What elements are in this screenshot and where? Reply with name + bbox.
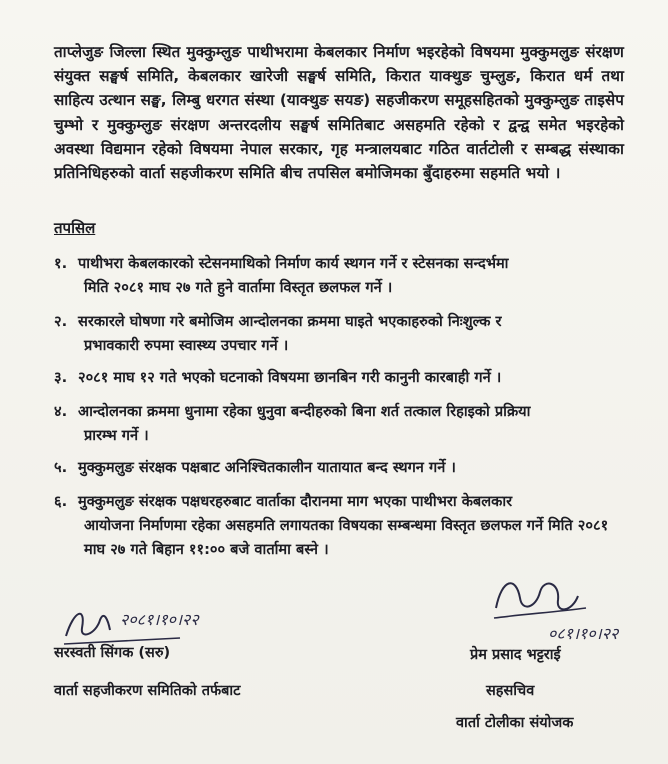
item-number: ३. bbox=[54, 369, 68, 386]
item-text: पाथीभरा केबलकारको स्टेसनमाथिको निर्माण कार्य स्थगन गर्ने र स्टेसनका सन्दर्भमा bbox=[78, 255, 509, 272]
right-handwritten-date: ०८१।१०।२२ bbox=[548, 624, 619, 643]
item-number: २. bbox=[54, 313, 68, 330]
item-number: ५. bbox=[54, 459, 68, 476]
right-signatory-title: सहसचिव bbox=[486, 683, 535, 699]
section-heading: तपसिल bbox=[54, 219, 96, 237]
item-text: मुक्कुमलुङ संरक्षक पक्षबाट अनिश्चितकालीन यातायात बन्द स्थगन गर्ने । bbox=[78, 459, 456, 476]
item-text-continued: प्रारम्भ गर्ने । bbox=[84, 427, 149, 444]
item-text: मुक्कुमलुङ संरक्षक पक्षधरहरुबाट वार्ताका दौरानमा माग भएका पाथीभरा केबलकार bbox=[78, 493, 513, 510]
item-text-continued: प्रभावकारी रुपमा स्वास्थ्य उपचार गर्ने । bbox=[84, 337, 289, 354]
item-text: सरकारले घोषणा गरे बमोजिम आन्दोलनका क्रममा घाइते भएकाहरुको निःशुल्क र bbox=[78, 313, 502, 330]
left-signatory-role: वार्ता सहजीकरण समितिको तर्फबाट bbox=[54, 683, 241, 699]
item-text-continued: मिति २०८१ माघ २७ गते हुने वार्तामा विस्तृत छलफल गर्ने । bbox=[84, 279, 393, 296]
item-number: ६. bbox=[54, 493, 68, 510]
list-item bbox=[54, 252, 624, 300]
list-item bbox=[54, 490, 624, 562]
item-text: आन्दोलनका क्रममा धुनामा रहेका धुनुवा बन्दीहरुको बिना शर्त तत्काल रिहाइको प्रक्रिया bbox=[78, 403, 531, 420]
item-number: १. bbox=[54, 255, 68, 272]
right-signatory-role: वार्ता टोलीका संयोजक bbox=[456, 715, 574, 731]
left-handwritten-date: २०८१।१०।२२ bbox=[120, 610, 199, 629]
item-text-continued: आयोजना निर्माणमा रहेका असहमति लगायतका विषयका सम्बन्धमा विस्तृत छलफल गर्ने मिति २०८१ माघ २७ गते बिहान ११:०० बजे वार्तामा बस्ने । bbox=[84, 517, 609, 558]
list-item bbox=[54, 310, 624, 358]
left-signatory-name: सरस्वती सिंगक (सरु) bbox=[54, 645, 171, 661]
list-item bbox=[54, 366, 624, 390]
item-text: २०८१ माघ १२ गते भएको घटनाको विषयमा छानबिन गरी कानुनी कारबाही गर्ने । bbox=[78, 369, 502, 386]
right-signature-scribble bbox=[486, 568, 596, 628]
right-signatory-name: प्रेम प्रसाद भट्टराई bbox=[470, 647, 561, 663]
item-number: ४. bbox=[54, 403, 68, 420]
list-item bbox=[54, 400, 624, 448]
list-item bbox=[54, 456, 624, 480]
intro-paragraph: ताप्लेजुङ जिल्ला स्थित मुक्कुम्लुङ पाथीभरामा केबलकार निर्माण भइरहेको विषयमा मुक्कुमलुङ संरक्षण संयुक्त सङ्घर्ष समिति, केबलकार खारेजी सङ्घर्ष समिति, किरात याक्थुङ चुम्लुङ, किरात धर्म तथा साहित्य उत्थान सङ्घ, लिम्बु धरगत संस्था (याक्थुङ सयङ) सहजीकरण समूहसहितको मुक्कुम्लुङ ताइसेप चुम्भो र मुक्कुम्लुङ संरक्षण अन्तरदलीय सङ्घर्ष समितिबाट असहमति रहेको र द्वन्द्व समेत भइरहेको अवस्था विद्यमान रहेको विषयमा नेपाल सरकार, गृह मन्त्रालयबाट गठित वार्तटोली र सम्बद्ध संस्थाका प्रतिनिधिहरुको वार्ता सहजीकरण समिति बीच तपसिल बमोजिमका बुँदाहरुमा सहमति भयो । bbox=[54, 43, 624, 183]
